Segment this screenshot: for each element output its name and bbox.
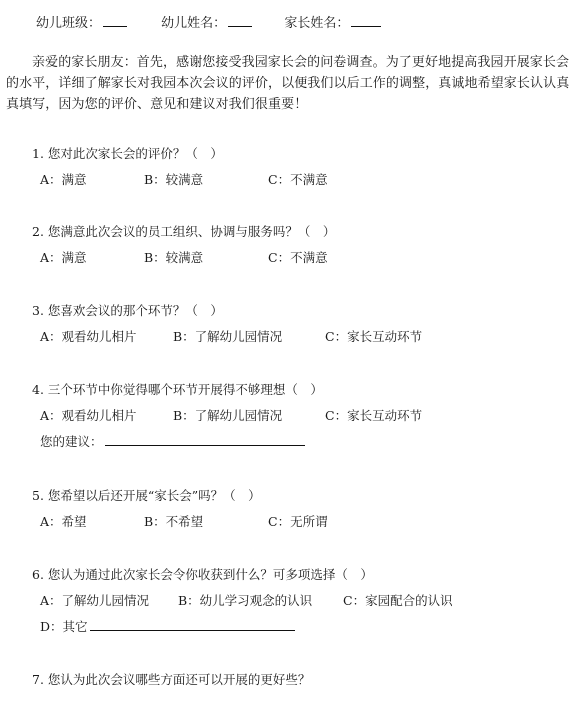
- question-1-text: 1. 您对此次家长会的评价？（ ）: [32, 146, 223, 161]
- option-a[interactable]: A：希望: [40, 514, 87, 529]
- question-4: [32, 380, 323, 398]
- option-b[interactable]: B：了解幼儿园情况: [173, 408, 283, 423]
- question-5: [32, 486, 261, 504]
- other-blank[interactable]: [90, 618, 295, 631]
- question-7-text: 7. 您认为此次会议哪些方面还可以开展的更好些？: [32, 672, 311, 687]
- suggestion-label: 您的建议：: [40, 434, 103, 449]
- parent-name-label: 家长姓名：: [284, 16, 350, 31]
- option-b[interactable]: B：较满意: [144, 250, 204, 265]
- class-blank[interactable]: [103, 14, 127, 27]
- suggestion-blank[interactable]: [105, 433, 305, 446]
- question-6-text: 6. 您认为通过此次家长会令你收获到什么？可多项选择（ ）: [32, 567, 373, 582]
- option-b[interactable]: B：不希望: [144, 514, 204, 529]
- question-2: [32, 222, 335, 240]
- option-b[interactable]: B：了解幼儿园情况: [173, 329, 283, 344]
- option-c[interactable]: C：无所谓: [268, 514, 328, 529]
- option-c[interactable]: C：家园配合的认识: [343, 593, 453, 608]
- child-name-field: [161, 12, 252, 31]
- question-6: [32, 565, 373, 583]
- question-6-options: [40, 591, 453, 609]
- suggestion-field: [40, 432, 305, 450]
- class-label: 幼儿班级：: [36, 16, 102, 31]
- option-a[interactable]: A：观看幼儿相片: [40, 329, 137, 344]
- question-1: [32, 144, 223, 162]
- question-4-text: 4. 三个环节中你觉得哪个环节开展得不够理想（ ）: [32, 382, 323, 397]
- class-field: [36, 12, 127, 31]
- child-name-label: 幼儿姓名：: [161, 16, 227, 31]
- parent-name-field: [284, 12, 381, 31]
- question-1-options: [40, 170, 328, 188]
- question-3-text: 3. 您喜欢会议的那个环节？（ ）: [32, 303, 223, 318]
- question-3: [32, 301, 223, 319]
- option-b[interactable]: B：幼儿学习观念的认识: [178, 593, 313, 608]
- option-a[interactable]: A：满意: [40, 250, 87, 265]
- question-2-options: [40, 248, 328, 266]
- parent-name-blank[interactable]: [351, 14, 381, 27]
- question-2-text: 2. 您满意此次会议的员工组织、协调与服务吗？（ ）: [32, 224, 336, 239]
- intro-paragraph: 亲爱的家长朋友：首先，感谢您接受我园家长会的问卷调查。为了更好地提高我园开展家长会的水平，详细了解家长对我园本次会议的评价，以便我们以后工作的调整，真诚地希望家长认认真真填写，因为您的评价、意见和建议对我们很重要！: [6, 55, 570, 112]
- option-a[interactable]: A：满意: [40, 172, 87, 187]
- option-a[interactable]: A：观看幼儿相片: [40, 408, 137, 423]
- question-4-options: [40, 406, 422, 424]
- option-c[interactable]: C：不满意: [268, 172, 328, 187]
- question-5-text: 5. 您希望以后还开展“家长会”吗？（ ）: [32, 488, 261, 503]
- option-c[interactable]: C：不满意: [268, 250, 328, 265]
- option-c[interactable]: C：家长互动环节: [325, 329, 423, 344]
- option-b[interactable]: B：较满意: [144, 172, 204, 187]
- option-c[interactable]: C：家长互动环节: [325, 408, 423, 423]
- question-5-options: [40, 512, 328, 530]
- other-label: D：其它: [40, 619, 88, 634]
- question-7: [32, 670, 310, 688]
- option-a[interactable]: A：了解幼儿园情况: [40, 593, 150, 608]
- child-name-blank[interactable]: [228, 14, 252, 27]
- header-fields: [36, 12, 405, 31]
- other-field: [40, 617, 295, 635]
- question-3-options: [40, 327, 422, 345]
